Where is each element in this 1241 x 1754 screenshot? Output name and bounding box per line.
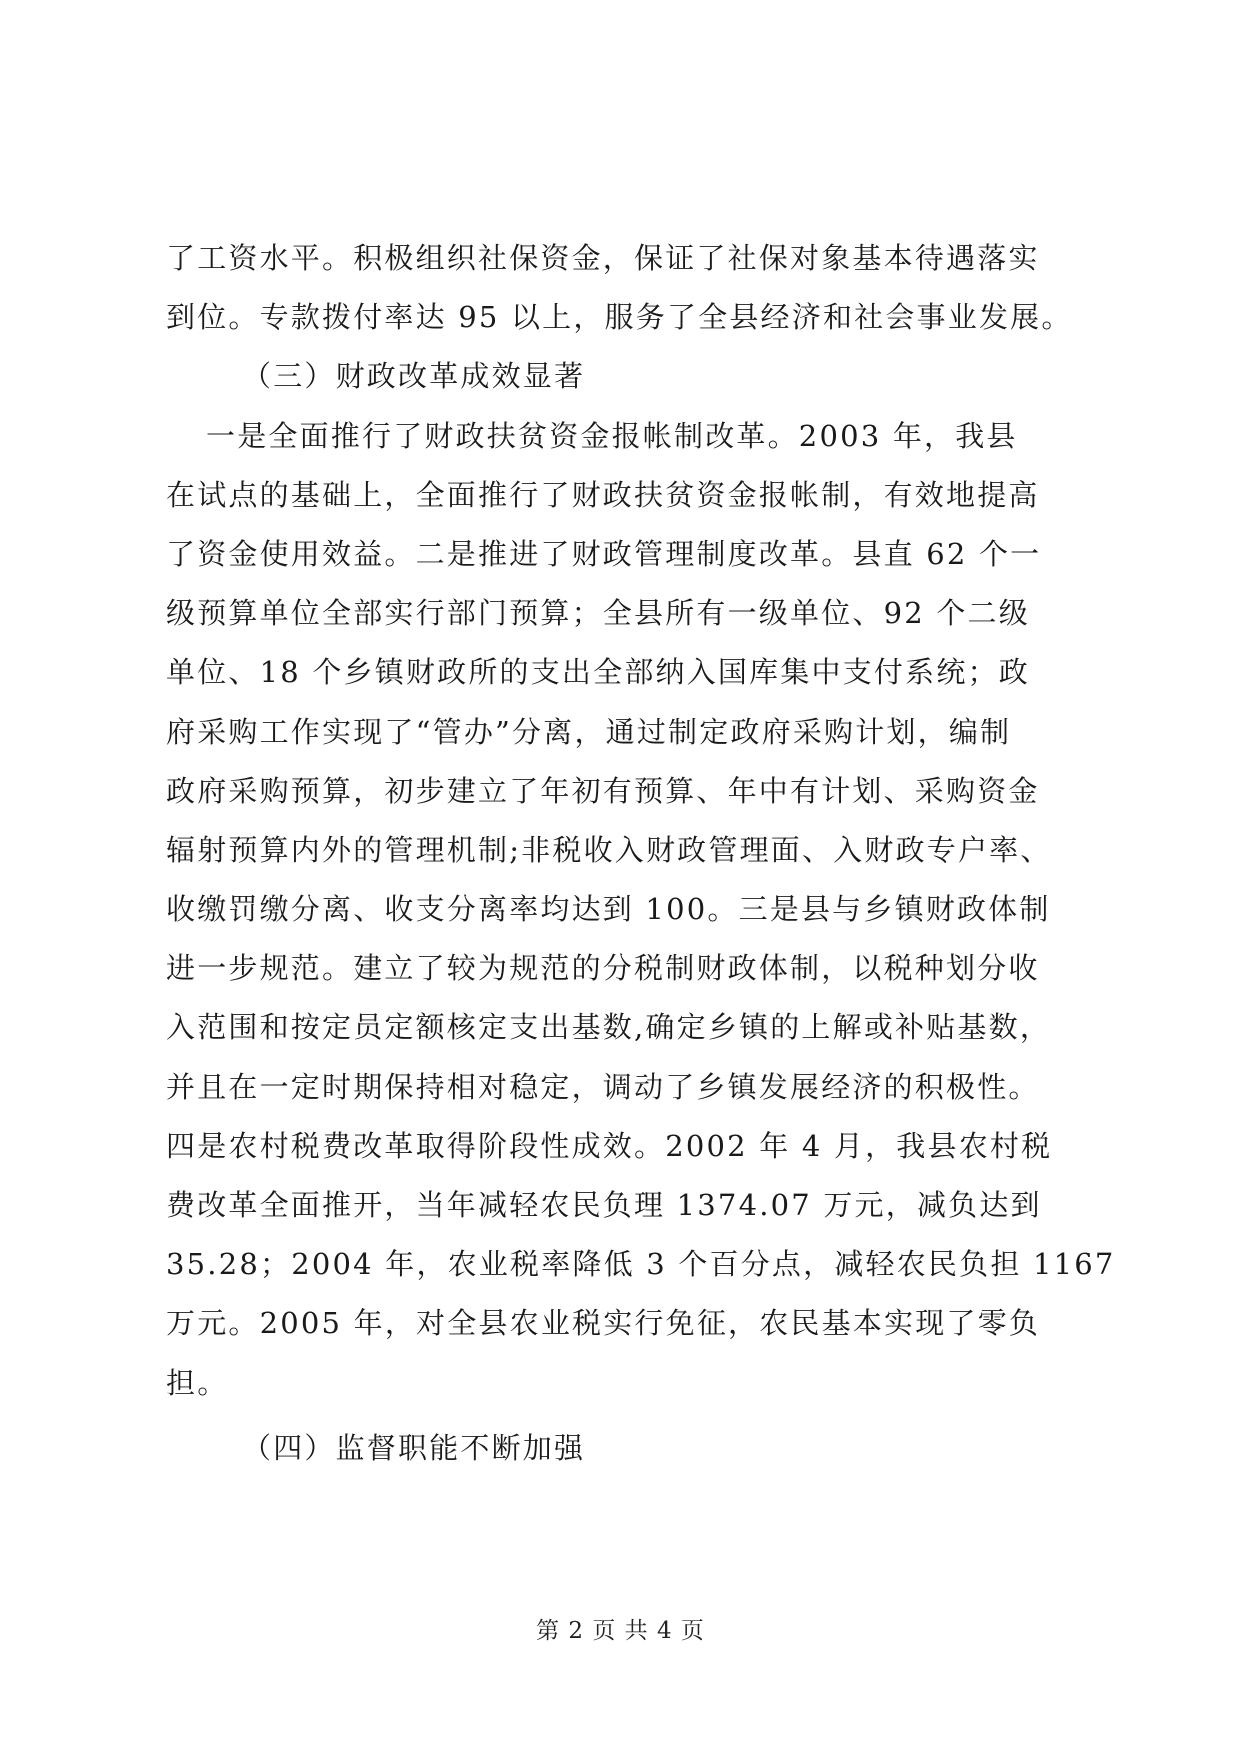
body-line: 在试点的基础上，全面推行了财政扶贫资金报帐制，有效地提高 [166, 477, 1040, 512]
body-line: 到位。专款拨付率达 95 以上，服务了全县经济和社会事业发展。 [166, 300, 1073, 335]
body-line: 一是全面推行了财政扶贫资金报帐制改革。2003 年，我县 [206, 418, 1018, 453]
body-line: 费改革全面推开，当年减轻农民负理 1374.07 万元，减负达到 [166, 1188, 1042, 1222]
body-line: 并且在一定时期保持相对稳定，调动了乡镇发展经济的积极性。 [166, 1069, 1040, 1104]
body-line: 政府采购预算，初步建立了年初有预算、年中有计划、采购资金 [166, 773, 1040, 808]
body-line: 单位、18 个乡镇财政所的支出全部纳入国库集中支付系统；政 [166, 655, 1030, 690]
section-heading-3: （三）财政改革成效显著 [242, 359, 586, 394]
section-heading-4: （四）监督职能不断加强 [242, 1430, 586, 1465]
body-line: 了工资水平。积极组织社保资金，保证了社保对象基本待遇落实 [166, 241, 1040, 275]
body-line: 了资金使用效益。二是推进了财政管理制度改革。县直 62 个一 [166, 536, 1042, 571]
body-line: 担。 [166, 1365, 229, 1400]
page-number-footer: 第 2 页 共 4 页 [536, 1618, 705, 1644]
body-line: 四是农村税费改革取得阶段性成效。2002 年 4 月，我县农村税 [166, 1128, 1053, 1163]
body-line: 35.28；2004 年，农业税率降低 3 个百分点，减轻农民负担 1167 [166, 1247, 1116, 1282]
body-line: 进一步规范。建立了较为规范的分税制财政体制，以税种划分收 [166, 951, 1040, 986]
body-line: 级预算单位全部实行部门预算；全县所有一级单位、92 个二级 [166, 596, 1030, 631]
document-body [166, 229, 1116, 1478]
body-line: 入范围和按定员定额核定支出基数,确定乡镇的上解或补贴基数， [166, 1010, 1052, 1045]
body-line: 辐射预算内外的管理机制;非税收入财政管理面、入财政专户率、 [166, 832, 1052, 867]
body-line: 收缴罚缴分离、收支分离率均达到 100。三是县与乡镇财政体制 [166, 892, 1051, 927]
body-line: 府采购工作实现了“管办”分离，通过制定政府采购计划，编制 [166, 714, 1012, 749]
body-line: 万元。2005 年，对全县农业税实行免征，农民基本实现了零负 [166, 1306, 1041, 1341]
